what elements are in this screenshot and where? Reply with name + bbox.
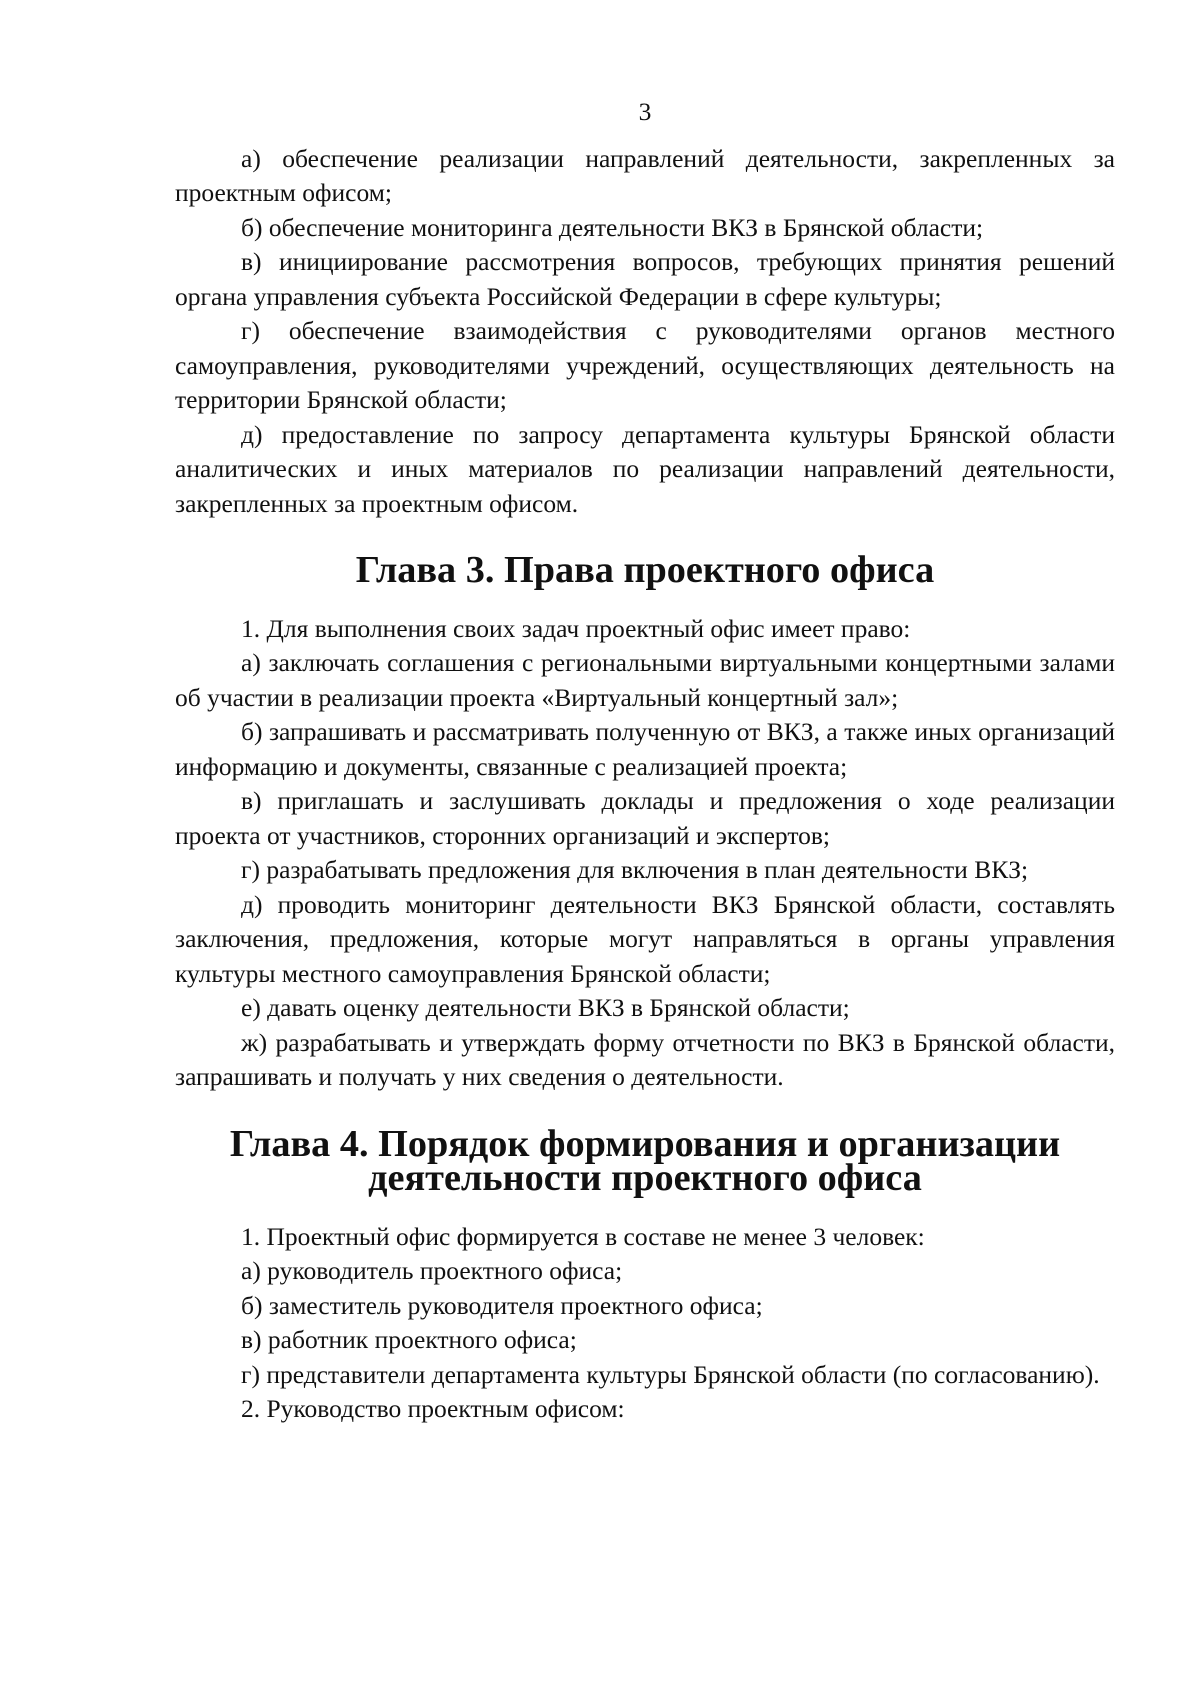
paragraph-item-b: б) обеспечение мониторинга деятельности ВКЗ в Брянской области; — [241, 212, 984, 242]
chapter-3-heading: Глава 3. Права проектного офиса — [355, 549, 935, 591]
chapter-4-paragraph: 1. Проектный офис формируется в составе не менее 3 человек: — [241, 1221, 925, 1251]
chapter-3-paragraph: б) запрашивать и рассматривать полученную от ВКЗ, а также иных организаций информацию и документы, связанные с реализацией проекта; — [175, 717, 1115, 781]
paragraph-item-v: в) инициирование рассмотрения вопросов, требующих принятия решений органа управления субъекта Российской Федерации в сфере культуры; — [175, 247, 1115, 311]
chapter-4-paragraph: в) работник проектного офиса; — [241, 1325, 577, 1354]
chapter-4-body — [175, 1220, 1115, 1427]
paragraph-item-d: д) предоставление по запросу департамента культуры Брянской области аналитических и иных материалов по реализации направлений деятельности, закрепленных за проектным офисом. — [175, 419, 1115, 518]
chapter-3-paragraph: д) проводить мониторинг деятельности ВКЗ Брянской области, составлять заключения, предложения, которые могут направляться в органы управления культуры местного самоуправления Брянской области; — [175, 889, 1115, 988]
chapter-4-paragraph: 2. Руководство проектным офисом: — [241, 1394, 625, 1423]
chapter-3-paragraph: 1. Для выполнения своих задач проектный офис имеет право: — [241, 613, 911, 643]
chapter-3-body — [175, 612, 1115, 1095]
chapter-4-heading — [175, 1122, 1115, 1199]
chapter-3-paragraph: ж) разрабатывать и утверждать форму отчетности по ВКЗ в Брянской области, запрашивать и получать у них сведения о деятельности. — [175, 1027, 1115, 1091]
chapter-4-heading-line-2: деятельности проектного офиса — [368, 1157, 922, 1199]
paragraph-item-g: г) обеспечение взаимодействия с руководителями органов местного самоуправления, руководителями учреждений, осуществляющих деятельность на территории Брянской области; — [175, 316, 1115, 414]
paragraph-item-a: а) обеспечение реализации направлений деятельности, закрепленных за проектным офисом; — [175, 143, 1115, 207]
document-page — [175, 95, 1115, 1427]
chapter-3-paragraph: а) заключать соглашения с региональными виртуальными концертными залами об участии в реализации проекта «Виртуальный концертный зал»; — [175, 648, 1115, 712]
chapter-4-paragraph: а) руководитель проектного офиса; — [241, 1256, 623, 1285]
chapter-4-paragraph: б) заместитель руководителя проектного офиса; — [241, 1290, 763, 1320]
page-number: 3 — [638, 97, 652, 126]
chapter-4-paragraph: г) представители департамента культуры Брянской области (по согласованию). — [241, 1359, 1100, 1389]
chapter-3-paragraph: е) давать оценку деятельности ВКЗ в Брянской области; — [241, 993, 850, 1022]
chapter-4-heading-line-1: Глава 4. Порядок формирования и организации — [229, 1122, 1061, 1165]
chapter-3-paragraph: в) приглашать и заслушивать доклады и предложения о ходе реализации проекта от участников, сторонних организаций и экспертов; — [175, 786, 1115, 850]
chapter-3-paragraph: г) разрабатывать предложения для включения в план деятельности ВКЗ; — [241, 855, 1029, 884]
